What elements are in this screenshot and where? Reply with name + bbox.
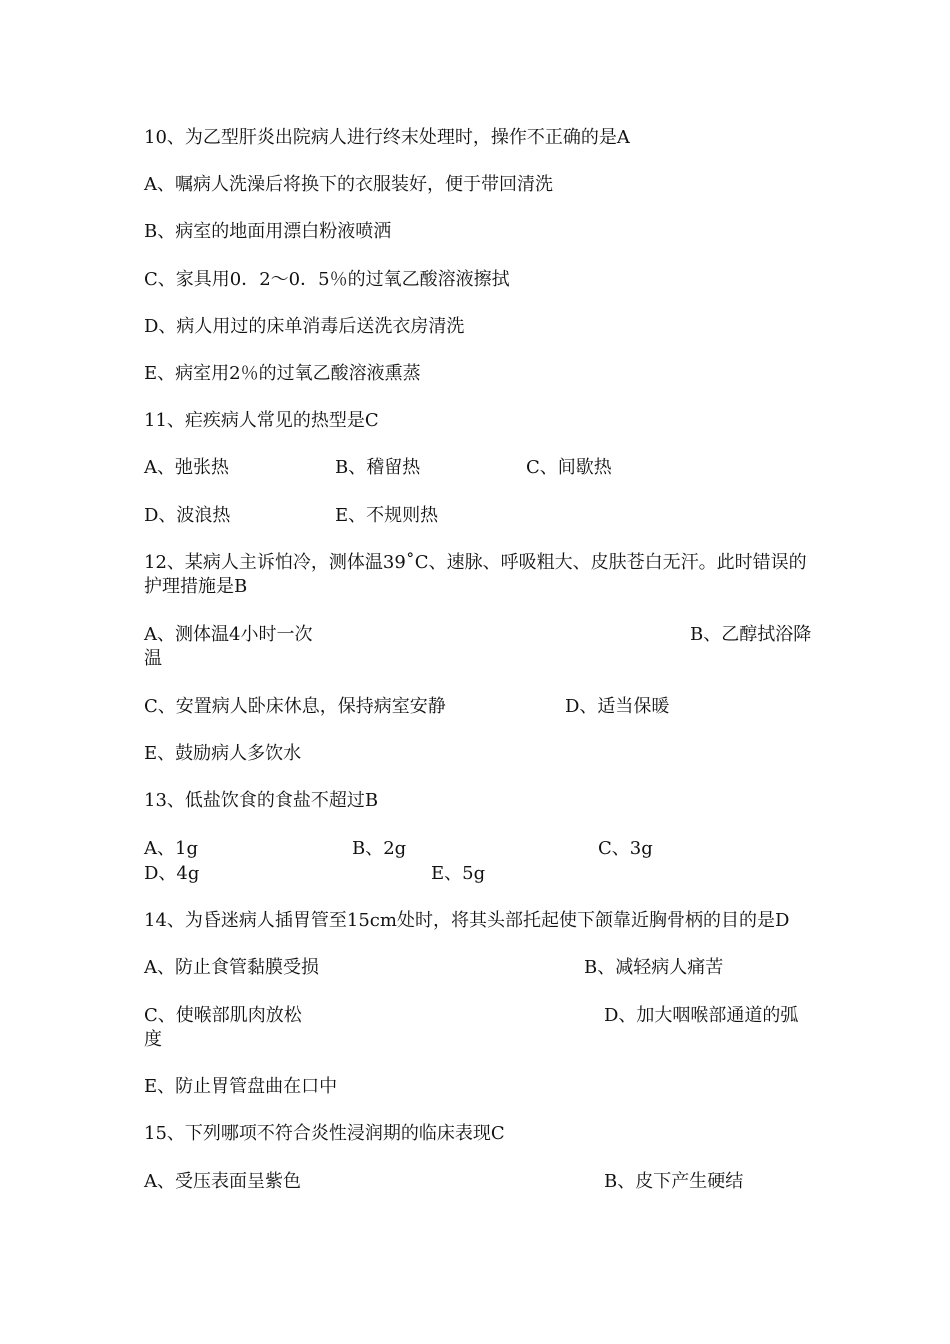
question-12-option-e: E、鼓励病人多饮水 (144, 743, 302, 764)
question-14-option-d-wrap: 度 (144, 1029, 162, 1050)
question-12-option-b: B、乙醇拭浴降 (690, 624, 812, 645)
question-13-option-e: E、5g (431, 863, 486, 884)
question-12-option-c: C、安置病人卧床休息，保持病室安静 (144, 696, 446, 717)
question-12-option-a: A、测体温4小时一次 (144, 624, 313, 645)
question-11-option-b: B、稽留热 (335, 457, 421, 478)
question-13-option-c: C、3g (598, 838, 653, 859)
question-11-option-a: A、弛张热 (144, 457, 229, 478)
question-15-option-a: A、受压表面呈紫色 (144, 1171, 301, 1192)
question-12-option-d: D、适当保暖 (565, 696, 670, 717)
question-10-option-d: D、病人用过的床单消毒后送洗衣房清洗 (144, 316, 465, 337)
question-14-option-c: C、使喉部肌肉放松 (144, 1005, 302, 1026)
question-14-option-a: A、防止食管黏膜受损 (144, 957, 319, 978)
question-15-option-b: B、皮下产生硬结 (604, 1171, 744, 1192)
question-12-stem-line1: 12、某病人主诉怕冷，测体温39˚C、速脉、呼吸粗大、皮肤苍白无汗。此时错误的 (144, 552, 807, 573)
question-15-stem: 15、下列哪项不符合炎性浸润期的临床表现C (144, 1123, 505, 1144)
question-10-option-e: E、病室用2％的过氧乙酸溶液熏蒸 (144, 363, 421, 384)
question-14-option-e: E、防止胃管盘曲在口中 (144, 1076, 338, 1097)
question-13-stem: 13、低盐饮食的食盐不超过B (144, 790, 379, 811)
question-10-option-b: B、病室的地面用漂白粉液喷洒 (144, 221, 392, 242)
question-14-option-b: B、减轻病人痛苦 (584, 957, 724, 978)
question-13-option-b: B、2g (352, 838, 407, 859)
question-11-option-d: D、波浪热 (144, 505, 231, 526)
question-14-stem: 14、为昏迷病人插胃管至15cm处时，将其头部托起使下颌靠近胸骨柄的目的是D (144, 910, 790, 931)
question-13-option-d: D、4g (144, 863, 200, 884)
question-10-stem: 10、为乙型肝炎出院病人进行终末处理时，操作不正确的是A (144, 127, 630, 148)
question-13-option-a: A、1g (144, 838, 198, 859)
question-14-option-d: D、加大咽喉部通道的弧 (604, 1005, 799, 1026)
question-11-option-c: C、间歇热 (526, 457, 612, 478)
question-10-option-a: A、嘱病人洗澡后将换下的衣服装好，便于带回清洗 (144, 174, 553, 195)
question-11-option-e: E、不规则热 (335, 505, 439, 526)
question-11-stem: 11、疟疾病人常见的热型是C (144, 410, 379, 431)
question-12-stem-line2: 护理措施是B (144, 576, 248, 597)
question-10-option-c: C、家具用0．2～0．5％的过氧乙酸溶液擦拭 (144, 269, 510, 290)
question-12-option-b-wrap: 温 (144, 648, 162, 669)
